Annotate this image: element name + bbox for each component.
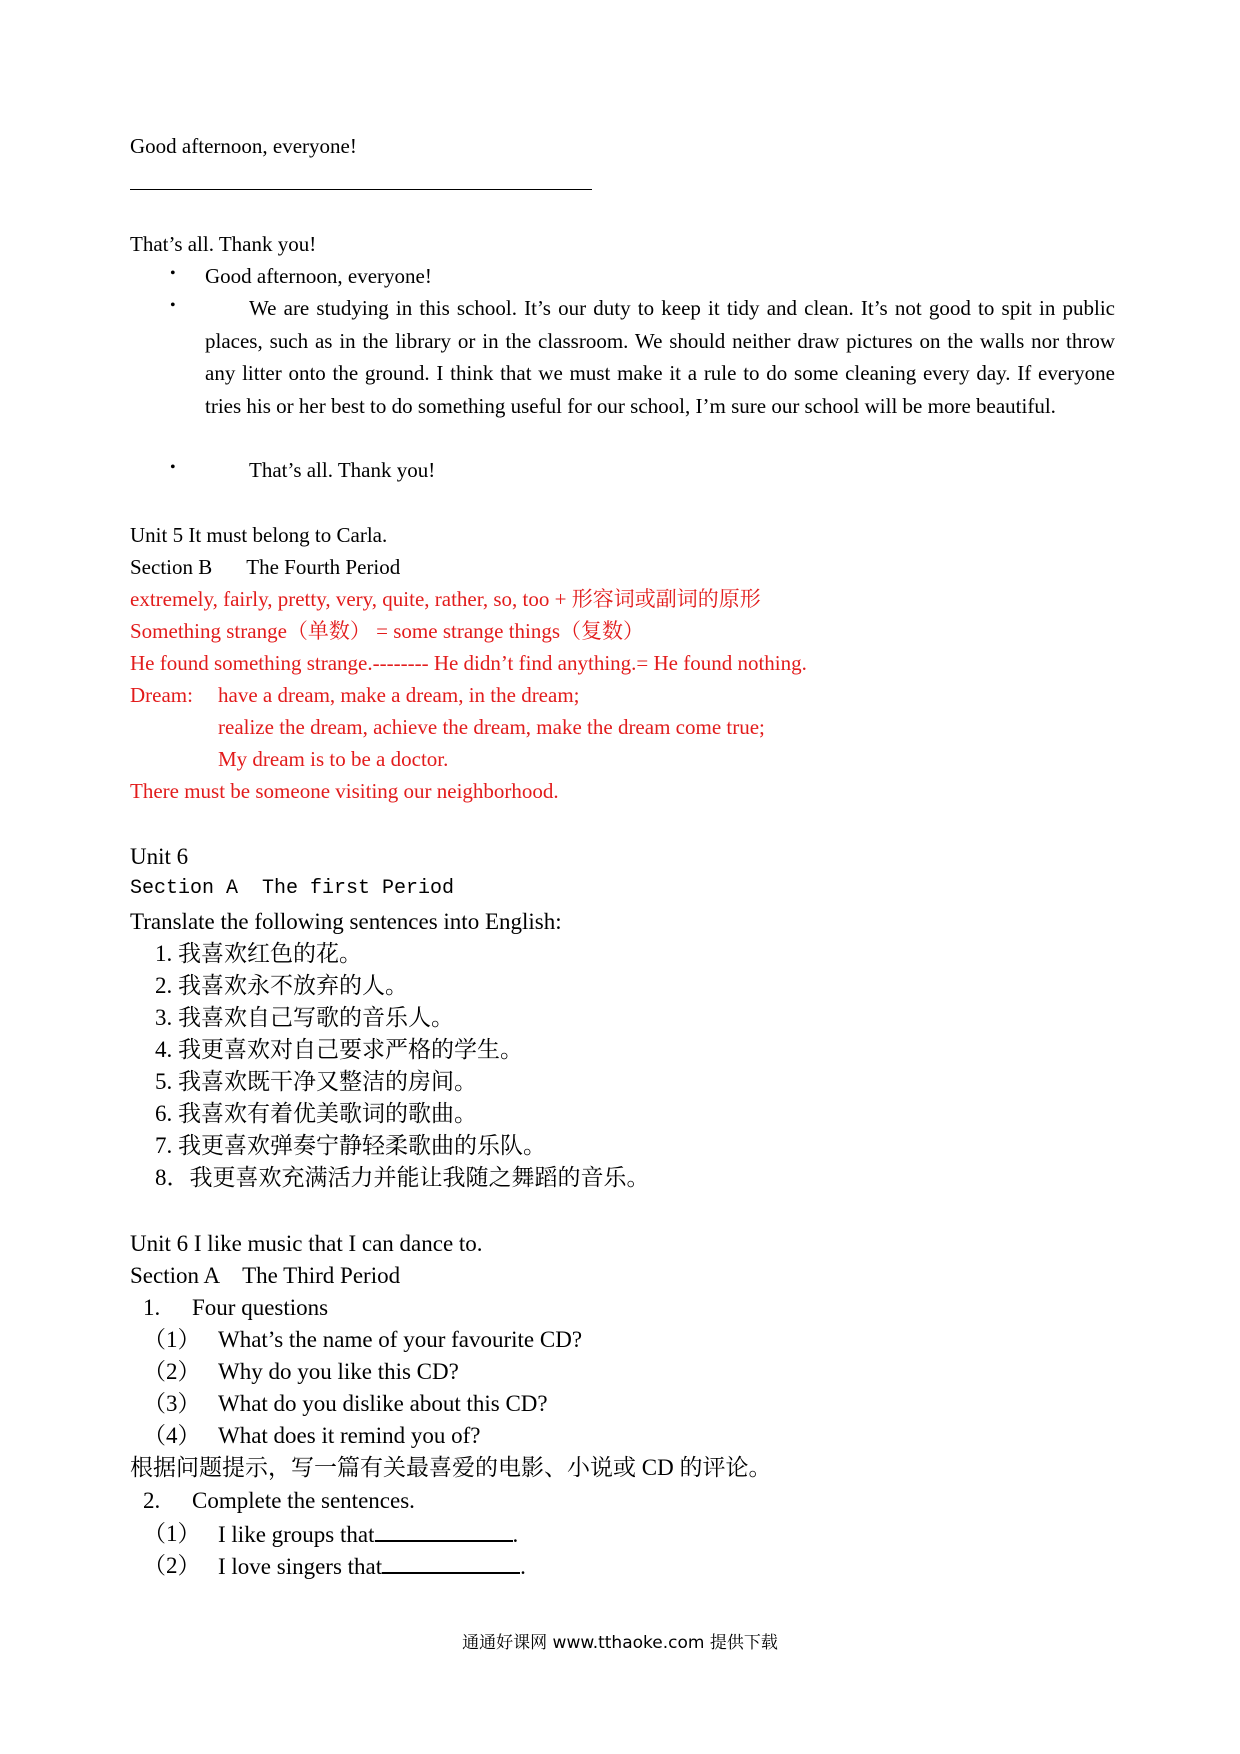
note-found: He found something strange.-------- He didn’t find anything.= He found nothing.: [130, 651, 807, 675]
speech-body: We are studying in this school. It’s our duty to keep it tidy and clean. It’s not good to spit in public places, such as in the library or in the classroom. We should neither draw pictures on the walls nor throw any litter onto the ground. I think that we must make it a rule to do some cleaning every day. If everyone tries his or her best to do something useful for our school, I’m sure our school will be more beautiful.: [205, 296, 1115, 418]
bullet-marker: •: [170, 297, 176, 314]
intro-greeting: Good afternoon, everyone!: [130, 134, 357, 158]
note-dream-1: have a dream, make a dream, in the dream;: [218, 683, 580, 707]
sentence-number: （1）: [143, 1521, 201, 1546]
unit6a-instruction: Translate the following sentences into English:: [130, 909, 562, 934]
page-footer: 通通好课网 www.tthaoke.com 提供下载: [462, 1633, 778, 1653]
note-dream-3: My dream is to be a doctor.: [218, 747, 449, 771]
unit5-section-title: The Fourth Period: [246, 555, 401, 579]
sentence-number: （2）: [143, 1553, 201, 1578]
sentence-end: .: [520, 1554, 526, 1579]
translate-item: 4. 我更喜欢对自己要求严格的学生。: [155, 1037, 523, 1062]
unit6b-section-title: The Third Period: [242, 1263, 401, 1288]
writing-task: 根据问题提示，写一篇有关最喜爱的电影、小说或 CD 的评论。: [130, 1455, 772, 1480]
sentence-item: [218, 1550, 526, 1583]
intro-closing: That’s all. Thank you!: [130, 232, 317, 256]
sentence-end: .: [512, 1522, 519, 1547]
unit6b-section: [130, 1260, 400, 1292]
translate-item: 7. 我更喜欢弹奏宁静轻柔歌曲的乐队。: [155, 1133, 546, 1158]
q1-number: 1.: [143, 1295, 161, 1320]
question-text: Why do you like this CD?: [218, 1359, 459, 1384]
translate-item: 6. 我喜欢有着优美歌词的歌曲。: [155, 1101, 477, 1126]
unit6b-section-label: Section A: [130, 1263, 221, 1288]
speech-closing: That’s all. Thank you!: [249, 458, 436, 482]
note-something: Something strange（单数） = some strange things（复数）: [130, 619, 645, 643]
question-number: （2）: [143, 1359, 201, 1384]
question-number: （1）: [143, 1327, 201, 1352]
q1-title: Four questions: [192, 1295, 329, 1320]
question-text: What does it remind you of?: [218, 1423, 481, 1448]
translate-item: 2. 我喜欢永不放弃的人。: [155, 973, 408, 998]
question-number: （4）: [143, 1423, 201, 1448]
fill-in-blank[interactable]: [375, 1518, 513, 1542]
note-there-must: There must be someone visiting our neighborhood.: [130, 779, 559, 803]
q2-title: Complete the sentences.: [192, 1488, 415, 1513]
q2-number: 2.: [143, 1488, 161, 1513]
speech-greeting: Good afternoon, everyone!: [205, 264, 432, 288]
unit5-title: Unit 5 It must belong to Carla.: [130, 523, 388, 547]
unit6a-section: Section A The first Period: [130, 877, 455, 900]
translate-item: 8．我更喜欢充满活力并能让我随之舞蹈的音乐。: [155, 1165, 650, 1190]
fill-in-blank[interactable]: [382, 1550, 520, 1574]
note-dream-2: realize the dream, achieve the dream, make the dream come true;: [218, 715, 765, 739]
unit6a-title: Unit 6: [130, 844, 189, 869]
translate-item: 1. 我喜欢红色的花。: [155, 941, 362, 966]
bullet-marker: •: [170, 459, 176, 476]
note-adverbs: extremely, fairly, pretty, very, quite, rather, so, too + 形容词或副词的原形: [130, 587, 761, 611]
translate-item: 3. 我喜欢自己写歌的音乐人。: [155, 1005, 454, 1030]
answer-line: [130, 189, 592, 190]
question-text: What’s the name of your favourite CD?: [218, 1327, 583, 1352]
sentence-text: I love singers that: [218, 1554, 383, 1579]
question-text: What do you dislike about this CD?: [218, 1391, 548, 1416]
sentence-text: I like groups that: [218, 1522, 375, 1547]
translate-item: 5. 我喜欢既干净又整洁的房间。: [155, 1069, 477, 1094]
unit5-section-label: Section B: [130, 555, 213, 579]
sentence-item: [218, 1518, 518, 1551]
unit5-section: [130, 551, 400, 583]
unit6b-title: Unit 6 I like music that I can dance to.: [130, 1231, 483, 1256]
bullet-marker: •: [170, 265, 176, 282]
question-number: （3）: [143, 1391, 201, 1416]
note-dream-label: Dream:: [130, 683, 193, 707]
